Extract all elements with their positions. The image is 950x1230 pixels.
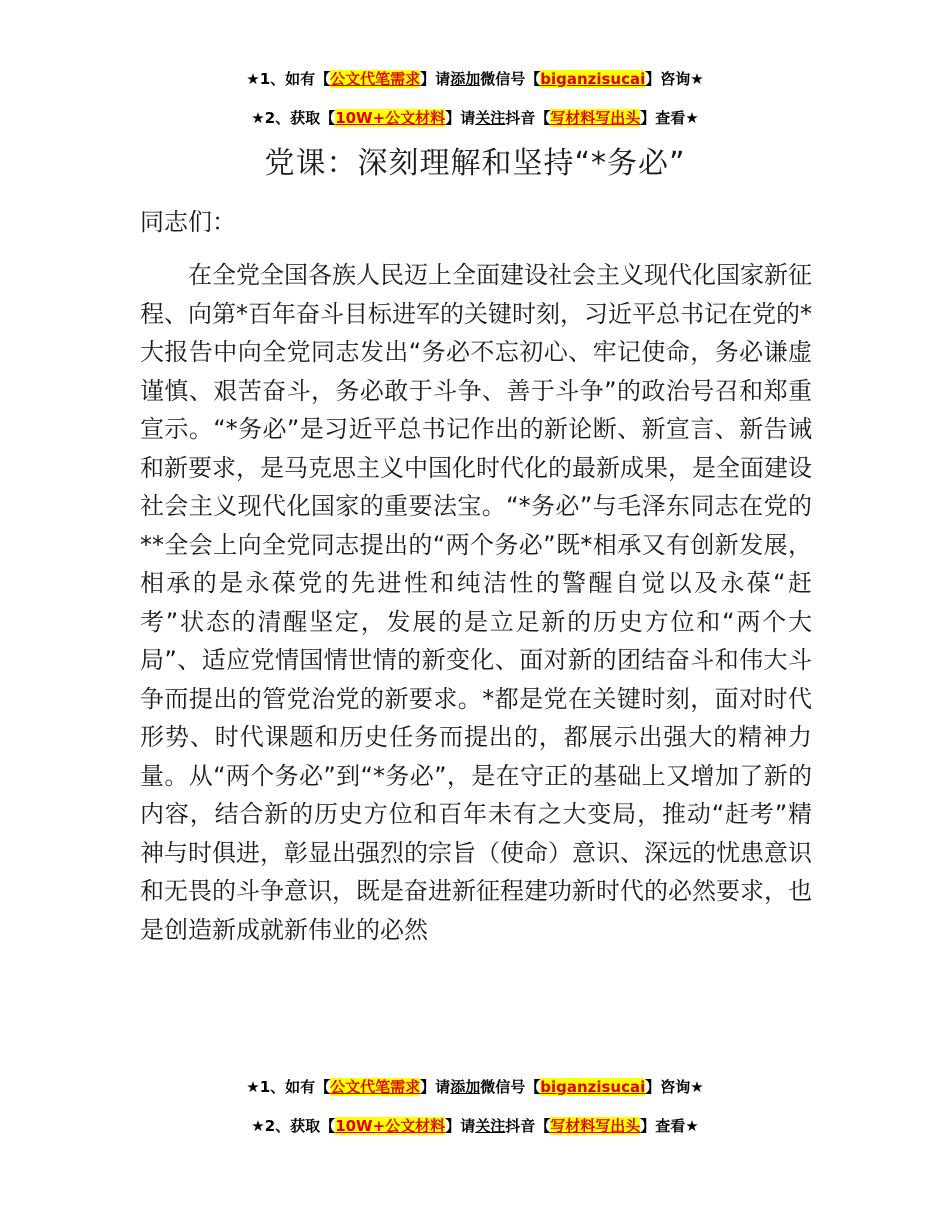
salutation: 同志们： <box>140 208 236 236</box>
banner-text: ★2、获取【 <box>251 109 336 127</box>
banner-text: 】查看★ <box>640 1117 699 1135</box>
banner-text: 】请 <box>445 109 476 127</box>
banner-line-2 <box>0 1115 950 1137</box>
body-paragraph: 在全党全国各族人民迈上全面建设社会主义现代化国家新征程、向第*百年奋斗目标进军的关键时刻，习近平总书记在党的*大报告中向全党同志发出“务必不忘初心、牢记使命，务必谦虚谨慎、艰苦奋斗，务必敢于斗争、善于斗争”的政治号召和郑重宣示。“*务必”是习近平总书记作出的新论断、新宣言、新告诫和新要求，是马克思主义中国化时代化的最新成果，是全面建设社会主义现代化国家的重要法宝。“*务必”与毛泽东同志在党的**全会上向全党同志提出的“两个务必”既*相承又有创新发展，相承的是永葆党的先进性和纯洁性的警醒自觉以及永葆“赶考”状态的清醒坚定，发展的是立足新的历史方位和“两个大局”、适应党情国情世情的新变化、面对新的团结奋斗和伟大斗争而提出的管党治党的新要求。*都是党在关键时刻，面对时代形势、时代课题和历史任务而提出的，都展示出强大的精神力量。从“两个务必”到“*务必”，是在守正的基础上又增加了新的内容，结合新的历史方位和百年未有之大变局，推动“赶考”精神与时俱进，彰显出强烈的宗旨（使命）意识、深远的忧患意识和无畏的斗争意识，既是奋进新征程建功新时代的必然要求，也是创造新成就新伟业的必然 <box>140 261 812 944</box>
banner-text: 微信号【 <box>480 70 541 88</box>
banner-text: 微信号【 <box>480 1078 541 1096</box>
banner-text: 】请 <box>445 1117 476 1135</box>
bottom-banner <box>0 1076 950 1137</box>
wechat-id-link[interactable]: biganzisucai <box>540 70 646 88</box>
materials-link[interactable]: 10W+公文材料 <box>335 109 446 127</box>
banner-text: ★1、如有【 <box>246 1078 331 1096</box>
banner-text: 】请 <box>420 1078 451 1096</box>
douyin-account-link[interactable]: 写材料写出头 <box>550 1117 641 1135</box>
materials-link[interactable]: 10W+公文材料 <box>335 1117 446 1135</box>
banner-line-2 <box>0 107 950 129</box>
ghostwriting-service-link[interactable]: 公文代笔需求 <box>330 70 421 88</box>
banner-underlined-text: 添加 <box>450 70 481 88</box>
douyin-account-link[interactable]: 写材料写出头 <box>550 109 641 127</box>
banner-text: 】咨询★ <box>645 70 704 88</box>
page-title: 党课：深刻理解和坚持“*务必” <box>264 146 686 181</box>
wechat-id-link[interactable]: biganzisucai <box>540 1078 646 1096</box>
banner-line-1 <box>0 1076 950 1098</box>
top-banner <box>0 68 950 129</box>
banner-text: ★1、如有【 <box>246 70 331 88</box>
banner-text: 】查看★ <box>640 109 699 127</box>
banner-underlined-text: 关注 <box>475 1117 506 1135</box>
ghostwriting-service-link[interactable]: 公文代笔需求 <box>330 1078 421 1096</box>
banner-text: 抖音【 <box>505 1117 551 1135</box>
banner-text: ★2、获取【 <box>251 1117 336 1135</box>
banner-line-1 <box>0 68 950 90</box>
banner-underlined-text: 添加 <box>450 1078 481 1096</box>
banner-text: 】请 <box>420 70 451 88</box>
banner-text: 抖音【 <box>505 109 551 127</box>
banner-underlined-text: 关注 <box>475 109 506 127</box>
banner-text: 】咨询★ <box>645 1078 704 1096</box>
